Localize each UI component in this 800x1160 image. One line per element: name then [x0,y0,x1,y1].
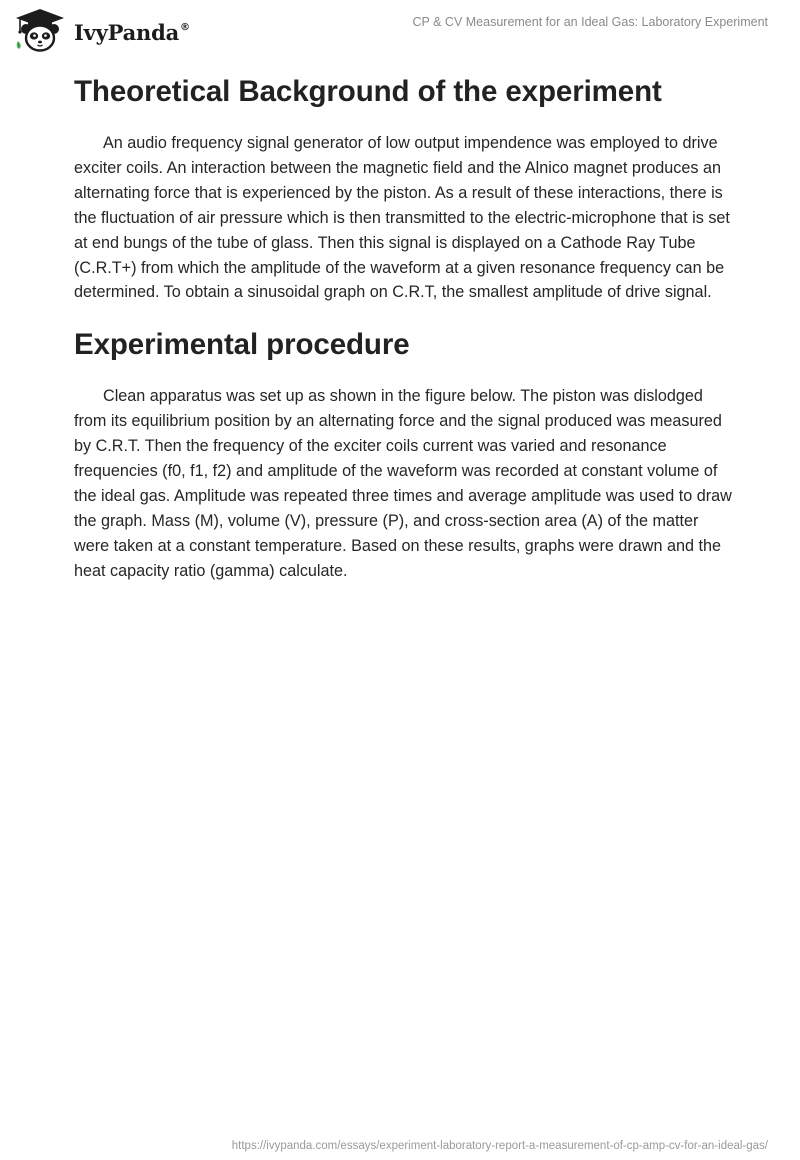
page-header [0,0,800,60]
source-url[interactable]: https://ivypanda.com/essays/experiment-laboratory-report-a-measurement-of-cp-amp-cv-for-an-ideal-gas/ [231,1140,768,1152]
section-paragraph-theoretical-background: An audio frequency signal generator of low output impendence was employed to drive exciter coils. An interaction between the magnetic field and the Alnico magnet produces an alternating force that is experienced by the piston. As a result of these interactions, there is the fluctuation of air pressure which is then transmitted to the electric-microphone that is set at end bungs of the tube of glass. Then this signal is displayed on a Cathode Ray Tube (C.R.T+) from which the amplitude of the waveform at a given resonance frequency can be determined. To obtain a sinusoidal graph on C.R.T, the smallest amplitude of drive signal. [74,134,730,302]
section-paragraph-experimental-procedure: Clean apparatus was set up as shown in the figure below. The piston was dislodged from its equilibrium position by an alternating force and the signal produced was measured by C.R.T. Then the frequency of the exciter coils current was varied and resonance frequencies (f0, f1, f2) and amplitude of the waveform was recorded at constant volume of the ideal gas. Amplitude was repeated three times and average amplitude was used to draw the graph. Mass (M), volume (V), pressure (P), and cross-section area (A) of the matter were taken at a constant temperature. Based on these results, graphs were drawn and the heat capacity ratio (gamma) calculate. [74,387,732,580]
logo-text: IvyPanda® [74,19,190,45]
essay-content [74,72,734,584]
registered-mark: ® [180,21,190,33]
section-heading-experimental-procedure: Experimental procedure [74,328,410,362]
section-heading-theoretical-background: Theoretical Background of the experiment [74,75,662,108]
document-title: CP & CV Measurement for an Ideal Gas: Laboratory Experiment [412,15,768,29]
panda-graduate-icon [14,7,66,53]
ivypanda-logo[interactable] [14,7,190,53]
